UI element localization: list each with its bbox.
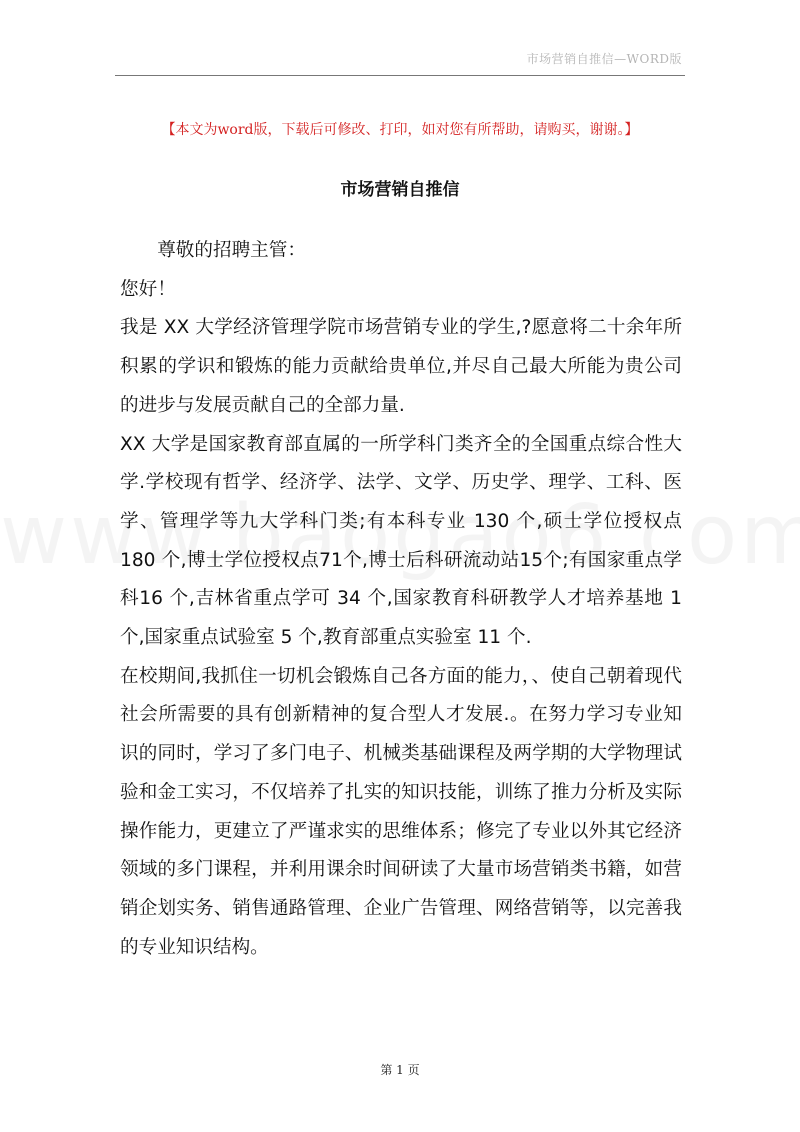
download-notice: 【本文为word版，下载后可修改、打印，如对您有所帮助，请购买，谢谢。】 (161, 122, 639, 138)
header-divider (115, 75, 685, 76)
paragraph-intro: 我是 XX 大学经济管理学院市场营销专业的学生,?愿意将二十余年所积累的学识和锻炼的能力贡献给贵单位,并尽自己最大所能为贵公司的进步与发展贡献自己的全部力量. (120, 317, 682, 416)
paragraph-university: XX 大学是国家教育部直属的一所学科门类齐全的全国重点综合性大学.学校现有哲学、经济学、法学、文学、历史学、理学、工科、医学、管理学等九大学科门类;有本科专业 130 个,硕士学位授权点 180 个,博士学位授权点71个,博士后科研流动站15个;有国家重点学科16 个,吉林省重点学可 34 个,国家教育科研教学人才培养基地 1 个,国家重点试验室 5 个,教育部重点实验室 11 个. (120, 433, 682, 649)
document-body (120, 232, 682, 967)
running-header: 市场营销自推信—WORD版 (526, 52, 682, 66)
document-title: 市场营销自推信 (340, 180, 460, 200)
paragraph-experience: 在校期间,我抓住一切机会锻炼自己各方面的能力，、使自己朝着现代社会所需要的具有创新精神的复合型人才发展.。在努力学习专业知识的同时，学习了多门电子、机械类基础课程及两学期的大学物理试验和金工实习，不仅培养了扎实的知识技能，训练了推力分析及实际操作能力，更建立了严谨求实的思维体系；修完了专业以外其它经济领域的多门课程，并利用课余时间研读了大量市场营销类书籍，如营销企划实务、销售通路管理、企业广告管理、网络营销等，以完善我的专业知识结构。 (120, 665, 682, 958)
salutation: 尊敬的招聘主管： (157, 240, 306, 261)
page-number: 第 1 页 (380, 1063, 420, 1077)
greeting: 您好！ (120, 278, 176, 300)
